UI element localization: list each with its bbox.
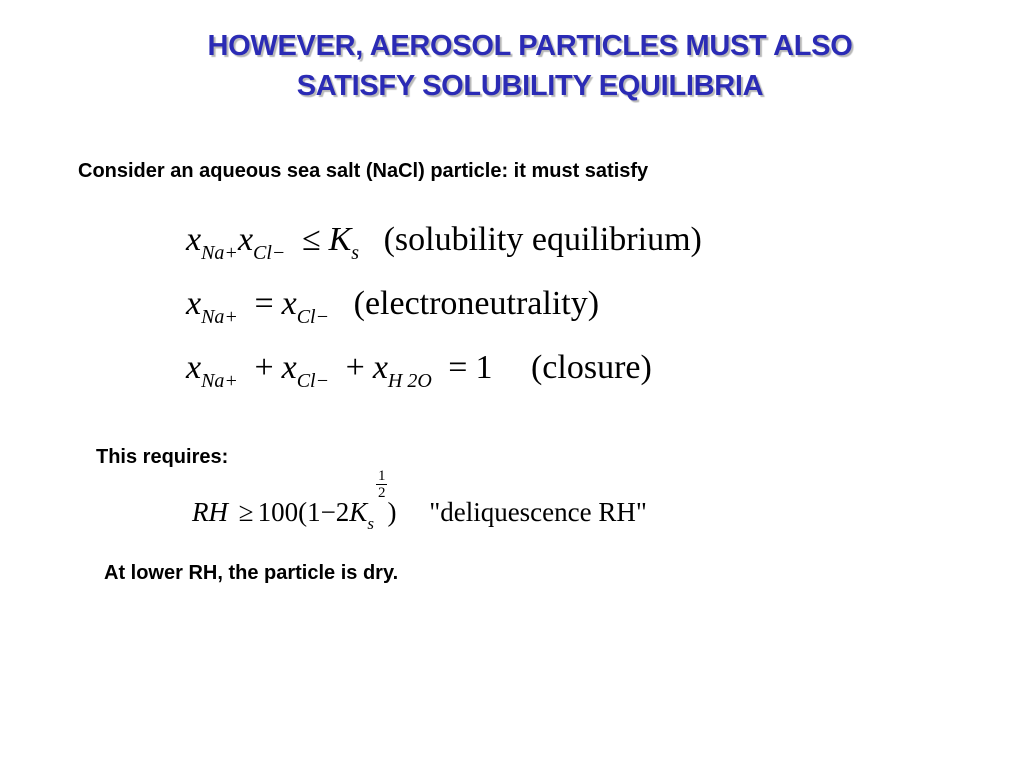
equation-electroneutrality <box>186 284 599 328</box>
op-plus: + <box>345 349 365 386</box>
op-ge: ≥ <box>238 497 254 527</box>
op-eq: = <box>448 349 468 386</box>
var-rh: RH <box>192 497 228 527</box>
var-x: x <box>186 349 202 386</box>
sub-s: s <box>367 514 374 533</box>
op-le: ≤ <box>301 221 321 258</box>
label-closure: (closure) <box>530 349 652 386</box>
var-x: x <box>372 349 388 386</box>
exponent-fraction <box>376 468 388 501</box>
title-line-2: SATISFY SOLUBILITY EQUILIBRIA <box>296 70 764 102</box>
intro-text: Consider an aqueous sea salt (NaCl) particle: it must satisfy <box>78 160 649 182</box>
fraction-numerator: 1 <box>377 468 386 484</box>
sub-cl: Cl− <box>253 242 286 264</box>
sub-s: s <box>351 242 360 264</box>
sub-na: Na+ <box>201 370 238 392</box>
sub-cl: Cl− <box>296 370 330 392</box>
rh-expression: 100(1−2 <box>257 497 350 527</box>
conclusion-text: At lower RH, the particle is dry. <box>104 562 399 584</box>
close-paren: ) <box>387 497 397 527</box>
sub-na: Na+ <box>201 242 238 264</box>
var-x: x <box>186 221 202 258</box>
label-solubility: (solubility equilibrium) <box>383 221 702 258</box>
sub-h2o: H 2O <box>387 370 432 392</box>
sub-cl: Cl− <box>296 306 330 328</box>
equation-closure <box>186 348 652 392</box>
label-deliquescence: "deliquescence RH" <box>429 497 647 527</box>
requires-text: This requires: <box>96 446 229 468</box>
op-eq: = <box>254 285 274 322</box>
equation-deliquescence <box>192 468 647 533</box>
var-x: x <box>237 221 254 258</box>
sub-na: Na+ <box>201 306 238 328</box>
var-x: x <box>281 349 297 386</box>
value-one: 1 <box>475 349 493 386</box>
var-x: x <box>186 285 202 322</box>
label-electroneutrality: (electroneutrality) <box>353 285 600 322</box>
fraction-denominator: 2 <box>377 485 386 501</box>
op-plus: + <box>254 349 274 386</box>
equation-solubility <box>186 220 702 264</box>
title-line-1: HOWEVER, AEROSOL PARTICLES MUST ALSO <box>207 30 853 62</box>
slide-title <box>0 26 1024 106</box>
var-K: K <box>349 497 368 527</box>
var-K: K <box>328 221 352 258</box>
var-x: x <box>281 285 297 322</box>
